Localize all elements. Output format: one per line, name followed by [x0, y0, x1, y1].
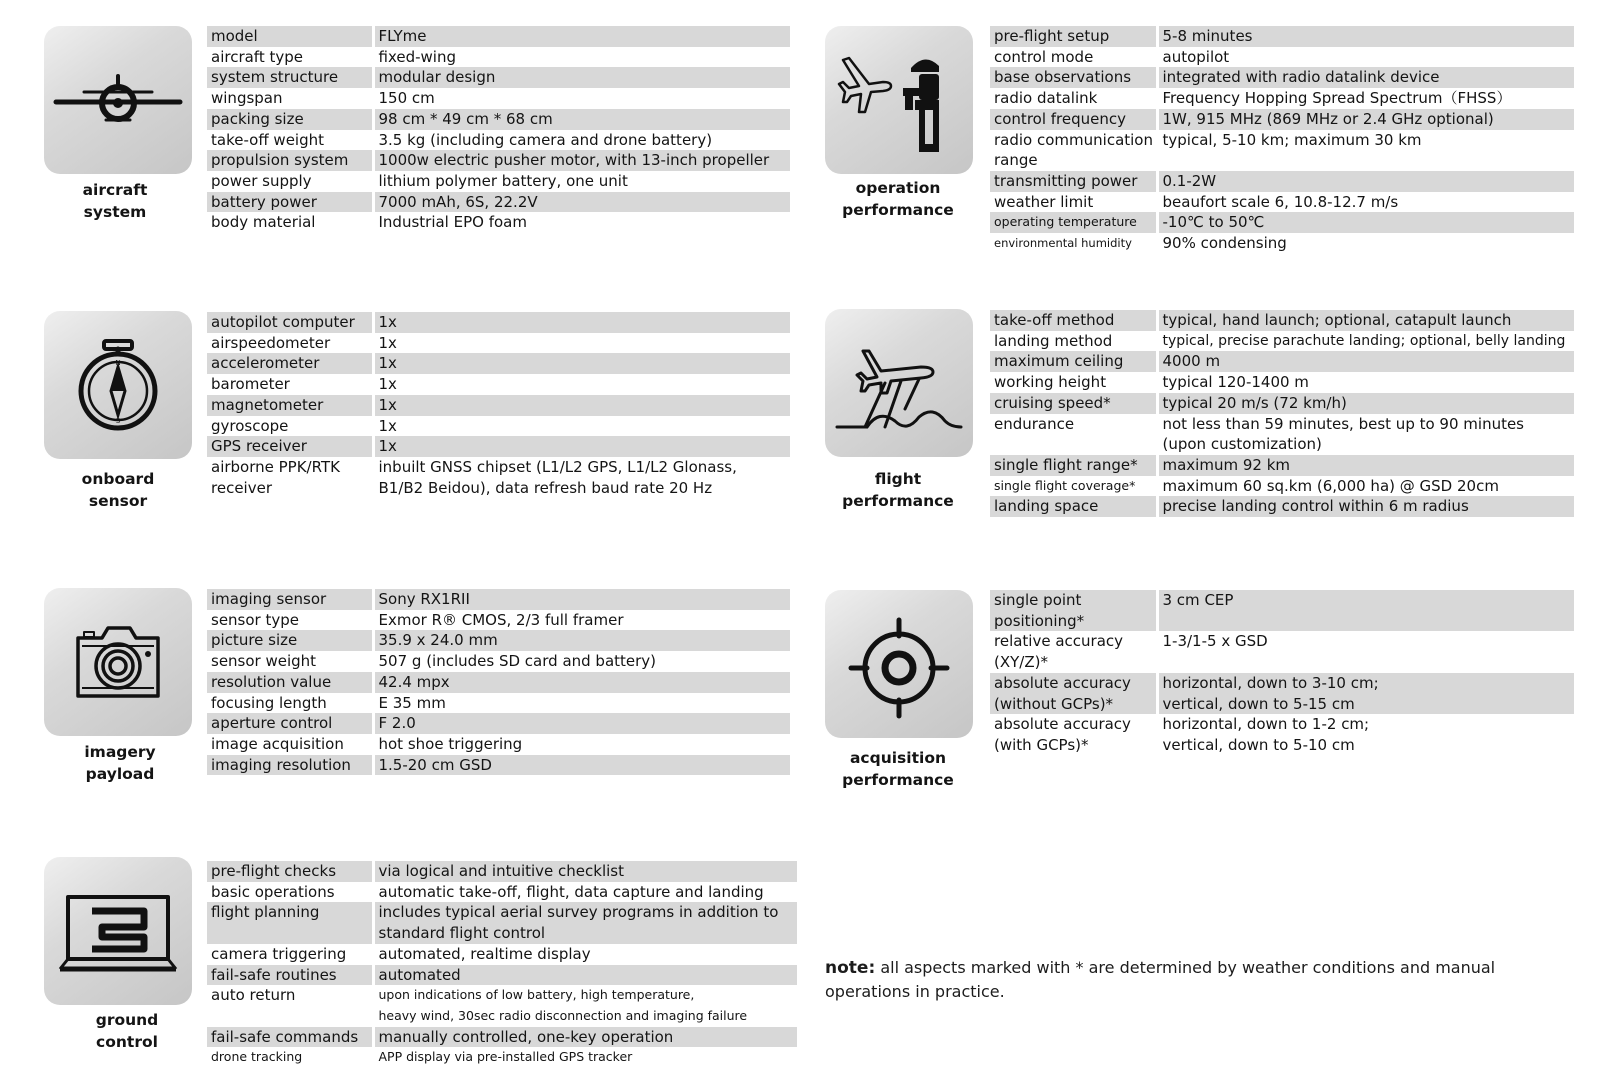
spec-key: drone tracking [211, 1049, 303, 1065]
spec-key: weather limit [994, 192, 1094, 211]
table-row [990, 192, 1574, 213]
spec-value: autopilot [1157, 47, 1574, 68]
airplane-landing-icon [825, 309, 973, 457]
table-row [990, 496, 1574, 517]
spec-value: precise landing control within 6 m radius [1157, 496, 1574, 517]
spec-value: via logical and intuitive checklist [373, 861, 797, 882]
laptop-icon [44, 857, 192, 1005]
airplane-front-icon [44, 26, 192, 174]
table-row [990, 331, 1574, 352]
spec-value: automatic take-off, flight, data capture and landing [373, 882, 797, 903]
svg-text:N: N [115, 359, 121, 367]
spec-key: pre-flight setup [990, 26, 1157, 47]
spec-value: 90% condensing [1157, 233, 1574, 254]
note-text: all aspects marked with * are determined by weather conditions and manual operations in practice. [825, 958, 1496, 1001]
spec-key: relative accuracy [994, 632, 1124, 651]
spec-key: autopilot computer [207, 312, 373, 333]
spec-key: radio communication [994, 130, 1153, 149]
spec-value: 7000 mAh, 6S, 22.2V [373, 192, 790, 213]
spec-key: propulsion system [207, 150, 373, 171]
spec-value: 1x [373, 333, 790, 354]
table-row [990, 476, 1574, 497]
spec-value: 3.5 kg (including camera and drone battery) [373, 130, 790, 151]
table-row [207, 651, 790, 672]
spec-value: heavy wind, 30sec radio disconnection and imaging failure [373, 1006, 797, 1027]
spec-value: APP display via pre-installed GPS tracker [373, 1047, 797, 1068]
spec-value: Frequency Hopping Spread Spectrum（FHSS） [1157, 88, 1574, 109]
spec-key: packing size [207, 109, 373, 130]
acquisition-performance-icon-tile [825, 590, 973, 738]
table-row [990, 233, 1574, 254]
camera-icon [44, 588, 192, 736]
spec-value: 1000w electric pusher motor, with 13-inch propeller [373, 150, 790, 171]
footnote [825, 956, 1555, 1003]
spec-value: manually controlled, one-key operation [373, 1027, 797, 1048]
table-row [207, 150, 790, 171]
spec-key: receiver [211, 478, 272, 497]
spec-key: battery power [207, 192, 373, 213]
spec-key: system structure [207, 67, 373, 88]
spec-key: transmitting power [990, 171, 1157, 192]
spec-value: 4000 m [1157, 351, 1574, 372]
flight-performance-icon-tile [825, 309, 973, 457]
spec-value: 5-8 minutes [1157, 26, 1574, 47]
spec-value: horizontal, down to 1-2 cm; [1157, 714, 1574, 735]
table-row [207, 457, 790, 478]
operation-performance-label: operation performance [842, 179, 954, 219]
spec-value: typical, 5-10 km; maximum 30 km [1157, 130, 1574, 151]
spec-value: 150 cm [373, 88, 790, 109]
spec-key: airspeedometer [211, 333, 331, 352]
spec-key: cruising speed* [990, 393, 1157, 414]
table-row [207, 610, 790, 631]
spec-key: endurance [994, 414, 1075, 433]
note-label: note: [825, 958, 876, 978]
table-row [990, 26, 1574, 47]
table-row [207, 312, 790, 333]
spec-value: lithium polymer battery, one unit [373, 171, 790, 192]
table-row [207, 1047, 797, 1068]
spec-key: control mode [994, 47, 1094, 66]
spec-value: 1x [373, 312, 790, 333]
spec-value: typical 20 m/s (72 km/h) [1157, 393, 1574, 414]
spec-key: resolution value [207, 672, 373, 693]
spec-key: working height [994, 373, 1107, 392]
spec-value: beaufort scale 6, 10.8-12.7 m/s [1157, 192, 1574, 213]
spec-value: inbuilt GNSS chipset (L1/L2 GPS, L1/L2 Glonass, [373, 457, 790, 478]
spec-value: 1W, 915 MHz (869 MHz or 2.4 GHz optional) [1157, 109, 1574, 130]
spec-value: 1-3/1-5 x GSD [1157, 631, 1574, 652]
spec-key: imaging sensor [207, 589, 373, 610]
pilot-with-plane-icon [825, 26, 973, 174]
spec-value: typical, hand launch; optional, catapult launch [1157, 310, 1574, 331]
table-row [990, 611, 1574, 632]
table-row [207, 416, 790, 437]
spec-key: (with GCPs)* [994, 735, 1089, 754]
spec-key: basic operations [211, 882, 335, 901]
spec-key: maximum ceiling [990, 351, 1157, 372]
table-row [990, 590, 1574, 611]
spec-key: auto return [211, 986, 296, 1005]
table-row [990, 673, 1574, 694]
spec-key: model [207, 26, 373, 47]
spec-key: absolute accuracy [990, 673, 1157, 694]
spec-value: 98 cm * 49 cm * 68 cm [373, 109, 790, 130]
spec-key: positioning* [990, 611, 1157, 632]
spec-key: radio datalink [994, 89, 1098, 108]
table-row [207, 861, 797, 882]
flight-spec-table [990, 310, 1574, 517]
operation-performance-icon-tile [825, 26, 973, 174]
spec-value: not less than 59 minutes, best up to 90 minutes [1157, 414, 1574, 435]
spec-value: F 2.0 [373, 713, 790, 734]
table-row [207, 333, 790, 354]
aircraft-system-icon-tile [44, 26, 192, 174]
table-row [990, 171, 1574, 192]
spec-value: 42.4 mpx [373, 672, 790, 693]
spec-key: sensor type [211, 610, 299, 629]
table-row [990, 212, 1574, 233]
table-row [207, 882, 797, 903]
spec-key: GPS receiver [207, 436, 373, 457]
operation-spec-table [990, 26, 1574, 254]
spec-value: FLYme [373, 26, 790, 47]
table-row [990, 67, 1574, 88]
spec-value: hot shoe triggering [373, 734, 790, 755]
spec-key: imaging resolution [207, 755, 373, 776]
spec-value: maximum 92 km [1157, 455, 1574, 476]
table-row [207, 1027, 797, 1048]
table-row [207, 395, 790, 416]
table-row [990, 150, 1574, 171]
spec-key: landing method [994, 331, 1113, 350]
spec-key: camera triggering [211, 944, 347, 963]
spec-key: airborne PPK/RTK [211, 457, 340, 476]
table-row [207, 192, 790, 213]
spec-key: environmental humidity [994, 236, 1132, 251]
spec-key: base observations [990, 67, 1157, 88]
spec-key: image acquisition [211, 734, 344, 753]
spec-key: flight planning [207, 902, 373, 923]
table-row [990, 310, 1574, 331]
table-row [990, 88, 1574, 109]
spec-value: 1x [373, 436, 790, 457]
spec-value: E 35 mm [373, 693, 790, 714]
spec-value: 3 cm CEP [1157, 590, 1574, 611]
table-row [207, 630, 790, 651]
spec-key: pre-flight checks [207, 861, 373, 882]
spec-key: single point [990, 590, 1157, 611]
ground-spec-table [207, 861, 797, 1068]
spec-value: upon indications of low battery, high temperature, [373, 985, 797, 1006]
spec-key: operating temperature [990, 212, 1157, 233]
table-row [207, 212, 790, 233]
svg-text:S: S [115, 417, 121, 425]
spec-value: integrated with radio datalink device [1157, 67, 1574, 88]
spec-value: (upon customization) [1157, 434, 1574, 455]
spec-value: vertical, down to 5-10 cm [1157, 735, 1574, 756]
table-row [207, 353, 790, 374]
spec-key: (without GCPs)* [990, 694, 1157, 715]
table-row [207, 672, 790, 693]
table-row [990, 714, 1574, 735]
spec-key: absolute accuracy [994, 715, 1131, 734]
table-row [207, 478, 790, 499]
imagery-payload-label: imagery payload [84, 743, 156, 783]
table-row [207, 923, 797, 944]
spec-value: automated [373, 965, 797, 986]
spec-key: take-off method [990, 310, 1157, 331]
spec-key: fail-safe routines [207, 965, 373, 986]
spec-value: 1x [373, 416, 790, 437]
spec-value: typical 120-1400 m [1157, 372, 1574, 393]
spec-key: power supply [211, 171, 312, 190]
table-row [990, 455, 1574, 476]
imagery-spec-table [207, 589, 790, 775]
spec-key: landing space [990, 496, 1157, 517]
spec-value: Industrial EPO foam [373, 212, 790, 233]
aircraft-system-label: aircraft system [82, 181, 148, 221]
table-row [207, 374, 790, 395]
acquisition-spec-table [990, 590, 1574, 756]
spec-value: vertical, down to 5-15 cm [1157, 694, 1574, 715]
onboard-sensor-icon-tile [44, 311, 192, 459]
spec-value: fixed-wing [373, 47, 790, 68]
spec-key: control frequency [990, 109, 1157, 130]
spec-value: standard flight control [373, 923, 797, 944]
spec-key: magnetometer [207, 395, 373, 416]
table-row [207, 693, 790, 714]
onboard-sensor-label: onboard sensor [81, 470, 155, 510]
spec-key: focusing length [211, 693, 327, 712]
table-row [207, 902, 797, 923]
table-row [990, 631, 1574, 652]
spec-value: 0.1-2W [1157, 171, 1574, 192]
spec-value: 1.5-20 cm GSD [373, 755, 790, 776]
table-row [207, 713, 790, 734]
spec-value: 35.9 x 24.0 mm [373, 630, 790, 651]
imagery-payload-icon-tile [44, 588, 192, 736]
spec-value: Sony RX1RII [373, 589, 790, 610]
spec-value: -10℃ to 50℃ [1157, 212, 1574, 233]
spec-value: includes typical aerial survey programs in addition to [373, 902, 797, 923]
sensor-spec-table [207, 312, 790, 498]
spec-value: Exmor R® CMOS, 2/3 full framer [373, 610, 790, 631]
spec-key: range [994, 151, 1038, 170]
spec-key: picture size [207, 630, 373, 651]
spec-value: 507 g (includes SD card and battery) [373, 651, 790, 672]
spec-key: barometer [211, 375, 290, 394]
table-row [207, 734, 790, 755]
table-row [207, 985, 797, 1006]
table-row [207, 109, 790, 130]
spec-value: maximum 60 sq.km (6,000 ha) @ GSD 20cm [1157, 476, 1574, 497]
table-row [207, 944, 797, 965]
spec-key: aperture control [207, 713, 373, 734]
spec-key: body material [211, 213, 316, 232]
spec-key: accelerometer [207, 353, 373, 374]
table-row [990, 372, 1574, 393]
table-row [990, 109, 1574, 130]
table-row [990, 735, 1574, 756]
table-row [207, 965, 797, 986]
aircraft-spec-table [207, 26, 790, 233]
table-row [207, 1006, 797, 1027]
table-row [207, 171, 790, 192]
table-row [207, 589, 790, 610]
table-row [207, 436, 790, 457]
spec-value: automated, realtime display [373, 944, 797, 965]
table-row [990, 130, 1574, 151]
spec-key: single flight coverage* [994, 477, 1136, 493]
table-row [207, 88, 790, 109]
spec-value: 1x [373, 353, 790, 374]
spec-value: B1/B2 Beidou), data refresh baud rate 20 Hz [373, 478, 790, 499]
table-row [990, 414, 1574, 435]
flight-performance-label: flight performance [842, 470, 954, 510]
table-row [207, 47, 790, 68]
spec-key: sensor weight [211, 652, 317, 671]
table-row [990, 694, 1574, 715]
spec-key: take-off weight [211, 130, 324, 149]
spec-value: modular design [373, 67, 790, 88]
table-row [207, 755, 790, 776]
ground-control-icon-tile [44, 857, 192, 1005]
table-row [207, 26, 790, 47]
table-row [990, 652, 1574, 673]
spec-value: typical, precise parachute landing; optional, belly landing [1157, 331, 1574, 352]
spec-key: gyroscope [211, 416, 289, 435]
ground-control-label: ground control [95, 1011, 159, 1051]
table-row [990, 393, 1574, 414]
table-row [990, 434, 1574, 455]
crosshair-target-icon [825, 590, 973, 738]
spec-value: horizontal, down to 3-10 cm; [1157, 673, 1574, 694]
table-row [207, 67, 790, 88]
table-row [990, 351, 1574, 372]
table-row [990, 47, 1574, 68]
spec-key: fail-safe commands [207, 1027, 373, 1048]
compass-icon [44, 311, 192, 459]
acquisition-performance-label: acquisition performance [842, 749, 954, 789]
spec-key: single flight range* [990, 455, 1157, 476]
spec-value: 1x [373, 395, 790, 416]
spec-value: 1x [373, 374, 790, 395]
spec-key: (XY/Z)* [994, 653, 1048, 672]
spec-key: aircraft type [211, 47, 303, 66]
spec-key: wingspan [211, 89, 283, 108]
table-row [207, 130, 790, 151]
